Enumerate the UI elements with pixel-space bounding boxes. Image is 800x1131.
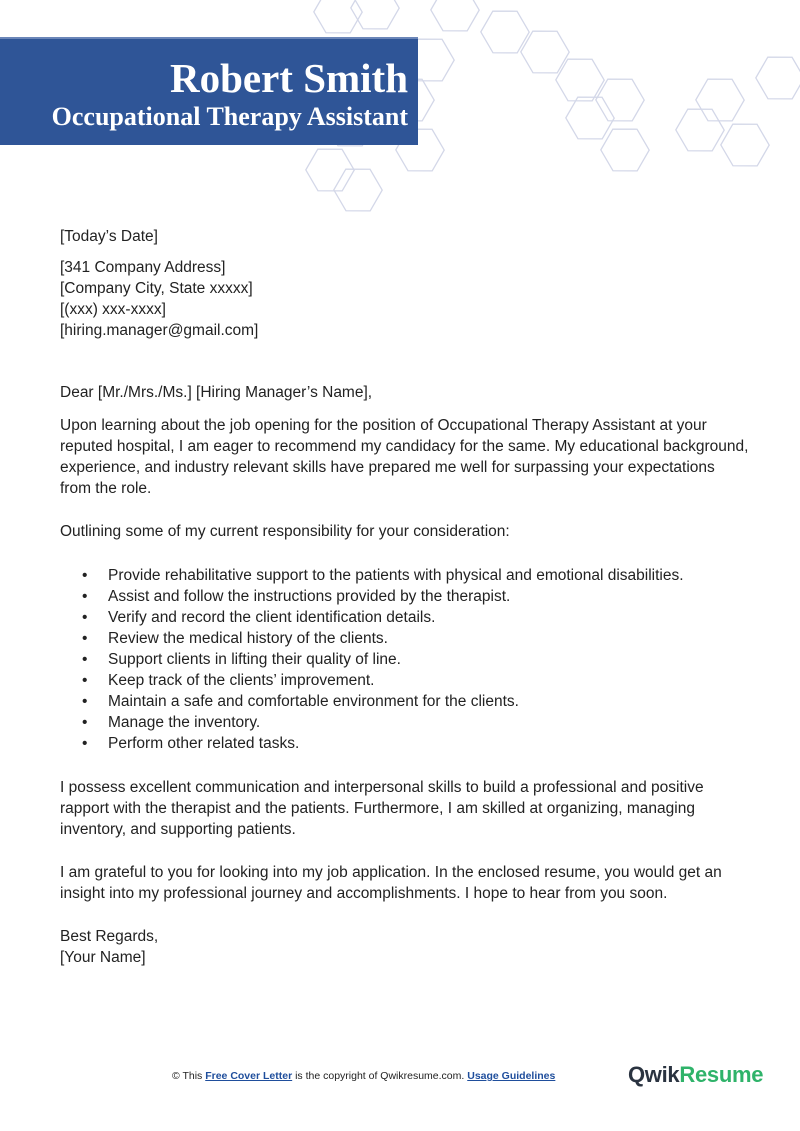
hexagon-shape [715, 114, 775, 177]
list-item: • Perform other related tasks. [60, 733, 750, 754]
list-item: • Maintain a safe and comfortable environment for the clients. [60, 691, 750, 712]
hexagon-shape [590, 69, 650, 132]
closing: Best Regards, [60, 928, 159, 945]
date: [Today’s Date] [60, 228, 158, 245]
footer-copyright: © This Free Cover Letter is the copyright of Qwikresume.com. Usage Guidelines [172, 1070, 556, 1082]
qwikresume-logo: QwikResume [628, 1062, 764, 1087]
salutation: Dear [Mr./Mrs./Ms.] [Hiring Manager’s Name], [60, 384, 373, 401]
hexagon-shape [515, 21, 575, 84]
hexagon-shape [300, 139, 360, 202]
list-item: • Verify and record the client identification details. [60, 607, 750, 628]
hexagon-shape [345, 0, 405, 39]
list-item: • Provide rehabilitative support to the patients with physical and emotional disabilities. [60, 565, 750, 586]
list-item: • Assist and follow the instructions provided by the therapist. [60, 586, 750, 607]
applicant-role: Occupational Therapy Assistant [51, 102, 408, 131]
hexagon-shape [328, 159, 388, 222]
usage-guidelines-link[interactable]: Usage Guidelines [467, 1070, 556, 1082]
header-banner [0, 37, 418, 145]
hexagon-shape [550, 49, 610, 112]
hexagon-shape [560, 87, 620, 150]
list-item: • Manage the inventory. [60, 712, 750, 733]
hexagon-shape [425, 0, 485, 41]
address-line: [Company City, State xxxxx] [60, 280, 253, 297]
list-item: • Keep track of the clients’ improvement. [60, 670, 750, 691]
hexagon-shape [595, 119, 655, 182]
free-cover-letter-link[interactable]: Free Cover Letter [205, 1070, 293, 1082]
list-intro: Outlining some of my current responsibility for your consideration: [60, 523, 510, 540]
intro-paragraph: Upon learning about the job opening for the position of Occupational Therapy Assistant at your reputed hospital, I am eager to recommend my candidacy for the same. My educational background, experience, and industry relevant skills have prepared me well for surpassing your expectations from the role. [60, 417, 749, 497]
applicant-name: Robert Smith [169, 55, 408, 101]
address-line: [hiring.manager@gmail.com] [60, 322, 259, 339]
hexagon-shape [475, 1, 535, 64]
hexagon-shape [750, 47, 800, 110]
list-item: • Support clients in lifting their quality of line. [60, 649, 750, 670]
signature: [Your Name] [60, 949, 146, 966]
address-line: [341 Company Address] [60, 259, 226, 276]
recipient-address [60, 257, 750, 341]
address-line: [(xxx) xxx-xxxx] [60, 301, 166, 318]
skills-paragraph: I possess excellent communication and interpersonal skills to build a professional and positive rapport with the therapist and the patients. Furthermore, I am skilled at organizing, managing inventory, and supporting patients. [60, 779, 704, 838]
closing-paragraph: I am grateful to you for looking into my job application. In the enclosed resume, you would get an insight into my professional journey and accomplishments. I hope to hear from you soon. [60, 864, 722, 902]
responsibility-list [60, 565, 750, 754]
list-item: • Review the medical history of the clients. [60, 628, 750, 649]
